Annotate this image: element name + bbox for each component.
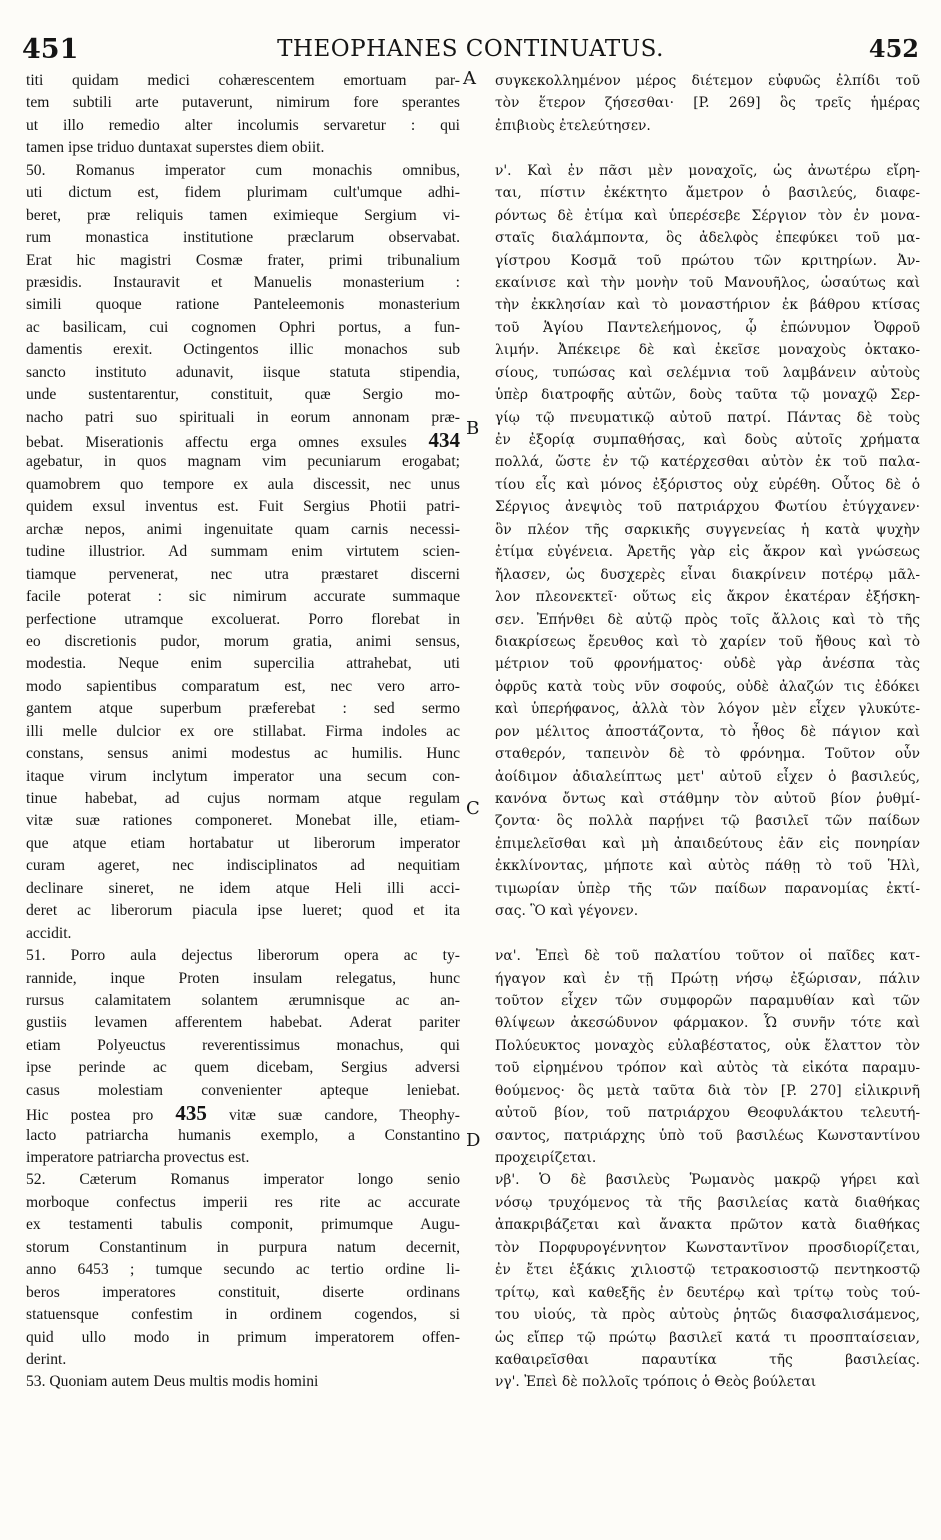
text-line: simili quoque ratione Panteleemonis monasterium	[26, 296, 460, 314]
text-line: storum Constantinum in purpura natum decernit,	[26, 1238, 460, 1256]
text-line: lacto patriarcha humanis exemplo, a Constantino	[26, 1126, 460, 1144]
text-line: perfectione utramque excoluerat. Porro florebat in	[26, 610, 460, 628]
text-line: accidit.	[26, 924, 72, 942]
text-line: νόσῳ τρυχόμενος τὰ τῆς βασιλείας κατὰ διαθήκας	[495, 1194, 920, 1211]
text-line: διακρίσεως ἔρευθος καὶ τὸ χαρίεν τοῦ ἤθους καὶ τὸ	[495, 633, 920, 650]
text-line: modo sapientibus comparatum est, nec vero arro-	[26, 677, 460, 695]
text-line: τοῦτον εἶχεν τῶν συμφορῶν παραμυθίαν καὶ τῶν	[495, 992, 920, 1009]
text-line: προχειρίζεται.	[495, 1150, 597, 1166]
text-line: ρόντως δὲ ἐτίμα καὶ ὑπερέσεβε Σέργιον τὸν ἐν μονα-	[495, 207, 920, 224]
text-line: τὴν ἐκκλησίαν καὶ τὸ μοναστήριον ἐκ βάθρου κτίσας	[495, 297, 920, 314]
reference-number: 434	[428, 429, 460, 452]
text-line: etiam Polyeuctus reverentissimus monachus, qui	[26, 1036, 460, 1054]
text-line: morboque confectus imperii res rite ac accurate	[26, 1193, 460, 1211]
text-line: declinare sineret, ne idem atque Heli illi acci-	[26, 879, 460, 897]
text-line: gantem atque superbum præferebat : sed sermo	[26, 700, 460, 718]
text-line: ὃν πλέον τῆς σαρκικῆς συγγενείας ἡ κατὰ ψυχὴν	[495, 521, 920, 538]
margin-letter-a: A	[463, 68, 476, 89]
running-title: THEOPHANES CONTINUATUS.	[277, 36, 664, 62]
latin-column	[26, 70, 460, 1394]
text-line: quidem exsul inventus est. Fuit Sergius Photii patri-	[26, 498, 460, 516]
text-line: ἐτίμα εὐγένεια. Ἀρετῆς γὰρ εἰς ἄκρον καὶ γνώσεως	[495, 544, 920, 561]
text-line: rum monastica institutione præclarum observabat.	[26, 229, 460, 247]
text-line: quamobrem quo tempore ex aula discessit, nec unus	[26, 475, 460, 493]
text-line: modestia. Neque enim supercilia attrahebat, uti	[26, 655, 460, 673]
text-line: ται, πίστιν ἐκέκτητο ἄμετρον ὁ βασιλεύς, διαφε-	[495, 185, 920, 202]
text-line: Σέργιος ἀνεψιὸς τοῦ πατριάρχου Φωτίου ἐτύγχανεν·	[495, 499, 920, 516]
text-line: sancto instituto adunavit, iisque statuta stipendia,	[26, 363, 460, 381]
text-line: τρίτῳ, καὶ καθεξῆς ἐν δευτέρῳ καὶ τρίτῳ τοὺς τού-	[495, 1284, 920, 1301]
text-line: beret, præ reliquis tamen eximieque Sergium vi-	[26, 206, 460, 224]
text-line: τοῦ Ἁγίου Παντελεήμονος, ᾧ ἐπώνυμον Ὀφροῦ	[495, 319, 920, 336]
text-line: καὶ ὑπερήφανος, ἀλλὰ τὸν λόγον μὲν εἶχεν γλυκύτε-	[495, 701, 920, 718]
text-line: σας. Ὃ καὶ γέγονεν.	[495, 903, 639, 920]
text-line: μέτριον τοῦ φρονήματος· οὐδὲ γὰρ ἀνέσπα τὰς	[495, 656, 920, 673]
right-page-number: 452	[868, 34, 919, 63]
greek-column	[495, 70, 920, 1394]
margin-letter-d: D	[466, 1130, 481, 1151]
text-line: ἐν ἔτει ἑξάκις χιλιοστῷ τετρακοσιοστῷ πεντηκοστῷ	[495, 1262, 920, 1279]
text-line: συγκεκολλημένον μέρος διέτεμον εὐφυῶς ἐλπίδι τοῦ	[495, 73, 920, 89]
text-line: 52. Cæterum Romanus imperator longo senio	[26, 1171, 460, 1189]
text-line: bebat. Miserationis affectu erga omnes exsules 434	[26, 429, 460, 452]
text-line: itaque virum inclytum imperator una secum con-	[26, 767, 460, 785]
text-line: ζοντα· ὃς πολλὰ παρῄνει τῷ βασιλεῖ τῶν παίδων	[495, 813, 920, 830]
text-line: ήγαγον καὶ ἐν τῇ Πρώτῃ νήσῳ ἐξώρισαν, πάλιν	[495, 970, 920, 987]
text-line: ἐπιμελεῖσθαι καὶ μὴ ἀπαιδεύτους ἐᾶν εἰς πονηρίαν	[495, 835, 920, 852]
text-line: rursus calamitatem solantem ærumnisque ac an-	[26, 991, 460, 1009]
text-line: eo discretionis pudor, morum gratia, animi sensus,	[26, 632, 460, 650]
text-line: ἀπακριβάζεται καὶ ἄνακτα πρῶτον κατὰ διαθήκας	[495, 1217, 920, 1234]
text-line: ex testamenti tabulis componit, primumque Augu-	[26, 1216, 460, 1234]
text-line: imperatore patriarcha provectus est.	[26, 1149, 250, 1166]
text-line: quid ullo modo in primum imperatorem offen-	[26, 1328, 460, 1346]
text-line: anno 6453 ; tumque secundo ac tertio ordine li-	[26, 1261, 460, 1279]
text-line: ὀφρῦς κατὰ τοὺς νῦν σοφούς, οὐδὲ ἀλαζών τις ἐδόκει	[495, 678, 920, 695]
text-line: σίους, τυπώσας καὶ σελέμνια τοῦ λαμβάνειν αὐτοὺς	[495, 364, 920, 381]
text-line: λιμήν. Ἀπέκειρε δὲ καὶ ἐκεῖσε μοναχοὺς ὀκτακο-	[495, 342, 920, 359]
text-line: damentis erexit. Octingentos illic monachos sub	[26, 341, 460, 359]
text-line: tinue habebat, ad cujus normam atque regulam	[26, 790, 460, 807]
text-line: νγ'. Ἐπεὶ δὲ πολλοῖς τρόποις ὁ Θεὸς βούλεται	[495, 1374, 817, 1391]
text-line: deret ac liberorum piacula ipse lueret; quod et ita	[26, 902, 460, 920]
paragraph-gap	[495, 137, 920, 159]
text-line: tiamque pervenerat, nec utra præstaret discerni	[26, 565, 460, 583]
text-line: γίστρου Κοσμᾶ τοῦ πρώτου τῶν κριτηρίων. Ἀν-	[495, 252, 920, 269]
paragraph-gap	[495, 923, 920, 945]
text-line: θλίψεων ἀκεσώδυνον φάρμακον. Ὧ συνῆν τότε καὶ	[495, 1015, 920, 1032]
margin-letter-c: C	[466, 798, 480, 819]
text-line: uti dictum est, fidem plurimam cult'umque adhi-	[26, 184, 460, 202]
text-line: que atque etiam hortabatur ut liberorum imperator	[26, 834, 460, 852]
text-line: rannide, inque Proten insulam relegatus, hunc	[26, 969, 460, 987]
text-line: præsidis. Instauravit et Manuelis monasterium :	[26, 273, 460, 291]
text-line: τὸν ἕτερον ζήσεσθαι· [P. 269] ὃς τρεῖς ἡμέρας	[495, 95, 920, 112]
text-line: agebatur, in quos magnam vim pecuniarum erogabat;	[26, 453, 460, 471]
text-line: 51. Porro aula dejectus liberorum opera ac ty-	[26, 947, 460, 965]
text-line: σταῖς διαλάμποντα, ὃς ἀδελφὸς ἐπεφύκει τοῦ μα-	[495, 230, 920, 247]
text-line: λον πλεονεκτεῖ· οὕτως εἰς ἄκρον ἑκατέραν ἐξήσκη-	[495, 589, 920, 606]
text-line: ἐπιβιοὺς ἐτελεύτησεν.	[495, 117, 651, 134]
page-header	[22, 34, 919, 66]
text-line: facile poterat : sic nimirum accurate summaque	[26, 588, 460, 606]
text-line: tamen ipse triduo duntaxat superstes diem obiit.	[26, 139, 325, 157]
text-line: ρον μέλιτος ἀποστάζοντα, τὸ ἦθος δὲ πάγιον καὶ	[495, 723, 920, 740]
text-line: ἤλασεν, ὡς δυσχερὲς εἶναι διακρίνειν ποτέρῳ μᾶλ-	[495, 566, 920, 583]
text-line: πολλά, ὥστε ἐν τῷ κατέρχεσθαι αὐτὸν ἐκ τοῦ παλα-	[495, 454, 920, 471]
text-line: tudine illustrior. Ad summam enim virtutem scien-	[26, 543, 460, 561]
text-line: statuensque confestim in ordinem cogendos, si	[26, 1306, 460, 1324]
text-line: 53. Quoniam autem Deus multis modis homini	[26, 1373, 319, 1391]
text-line: derint.	[26, 1350, 67, 1368]
text-line: ipse perinde ac quem dicebam, Sergius adversi	[26, 1059, 460, 1077]
text-line: vitæ suæ rationes componeret. Monebat ille, etiam-	[26, 812, 460, 830]
text-line: Hic postea pro 435 vitæ suæ candore, Theophy-	[26, 1102, 460, 1125]
text-line: nacho patri suo spirituali in eorum annonam præ-	[26, 408, 460, 426]
reference-number: 435	[175, 1102, 207, 1125]
text-line: γίῳ τῷ πνευματικῷ αὐτοῦ πατρί. Πάντας δὲ τοὺς	[495, 409, 920, 426]
text-line: ὑπὲρ διατροφῆς αὐτῶν, δοὺς ταῦτα τῷ μοναχῷ Σερ-	[495, 387, 920, 404]
text-line: constans, sensus animi modestus ac humilis. Hunc	[26, 745, 460, 763]
text-line: Πολύευκτος μοναχὸς εὐλαβέστατος, οὐκ ἔλαττον τὸν	[495, 1037, 920, 1054]
text-line: beros imperatores constituit, diserte ordinans	[26, 1283, 460, 1301]
margin-letter-b: B	[466, 418, 480, 439]
text-line: ν'. Καὶ ἐν πᾶσι μὲν μοναχοῖς, ὡς ἀνωτέρω εἴρη-	[495, 162, 920, 179]
text-line: tem subtili arte putaverunt, nimirum fore sperantes	[26, 94, 460, 112]
text-line: καθαιρεῖσθαι παραυτίκα τῆς βασιλείας.	[495, 1351, 920, 1368]
text-line: ὡς εἴπερ τῷ πρώτῳ βασιλεῖ κατά τι προσπταίσειαν,	[495, 1329, 920, 1346]
text-line: τὸν Πορφυρογέννητον Κωνσταντῖνον προσδιορίζεται,	[495, 1239, 920, 1256]
text-line: archæ nepos, animi ingenuitate quam carnis necessi-	[26, 520, 460, 538]
text-line: casus molestiam convenienter apteque leniebat.	[26, 1081, 460, 1099]
text-line: ἐκκλίνοντας, μήποτε καὶ αὐτὸς πάθῃ τὸ τοῦ Ἡλὶ,	[495, 858, 920, 875]
text-line: Erat hic magistri Cosmæ frater, primi tribunalium	[26, 251, 460, 269]
text-line: gustiis levamen afferentem habebat. Aderat pariter	[26, 1014, 460, 1032]
left-page-number: 451	[22, 34, 79, 65]
text-line: ἀοίδιμον ἀδιαλείπτως μετ' αὐτοῦ εἶχεν ὁ βασιλεύς,	[495, 768, 920, 785]
text-line: curam ageret, nec indisciplinatos ad nequitiam	[26, 857, 460, 875]
text-line: εκαίνισε καὶ τὴν μονὴν τοῦ Μανουῆλος, ὡσαύτως καὶ	[495, 274, 920, 291]
text-line: τοῦ εἰρημένου τρόπον καὶ αὐτὸς τὰ εἰκότα παραμυ-	[495, 1060, 920, 1077]
text-line: κανόνα ὄντως καὶ στάθμην τὸν αὐτοῦ βίον ῥυθμί-	[495, 791, 920, 807]
text-line: illi melle dulcior ex ore stillabat. Firma indoles ac	[26, 722, 460, 740]
text-line: να'. Ἐπεὶ δὲ τοῦ παλατίου τοῦτον οἱ παῖδες κατ-	[495, 948, 920, 965]
text-line: αὐτοῦ βίον, τοῦ πατριάρχου Θεοφυλάκτου τελευτή-	[495, 1105, 920, 1122]
text-line: σαντος, πατριάρχης ὑπὸ τοῦ βασιλέως Κωνσταντίνου	[495, 1127, 920, 1144]
text-line: σταθερόν, ταπεινὸν δὲ τὸ φρόνημα. Τοῦτον οὖν	[495, 746, 920, 763]
text-line: ἐν ἐξορίᾳ συμπαθήσας, καὶ δοὺς αὐτοῖς χρήματα	[495, 432, 920, 448]
text-line: titi quidam medici cohærescentem emortuam par-	[26, 72, 460, 89]
text-line: νβ'. Ὁ δὲ βασιλεὺς Ῥωμανὸς μακρῷ γήρει καὶ	[495, 1172, 920, 1189]
text-line: 50. Romanus imperator cum monachis omnibus,	[26, 161, 460, 179]
text-line: τίου εἷς καὶ μόνος ἐξόριστος οὐχ εὑρέθη. Οὗτος δὲ ὁ	[495, 476, 920, 493]
text-line: ut illo remedio alter incolumis servaretur : qui	[26, 116, 460, 134]
text-line: θούμενος· ὃς μετὰ ταῦτα διὰ τὸν [P. 270] εἰλικρινῆ	[495, 1082, 920, 1099]
text-line: unde sustentarentur, constituit, quæ Sergio mo-	[26, 386, 460, 404]
text-line: τιμωρίαν ὑπὲρ τῆς τῶν παίδων παρανομίας ἐκτί-	[495, 880, 920, 897]
text-line: του υἱούς, τὰ πρὸς αὐτοὺς ῥητῶς διασφαλισάμενος,	[495, 1307, 920, 1324]
text-line: ac basilicam, cui cognomen Ophri portus, a fun-	[26, 318, 460, 336]
text-line: σεν. Ἐπήνθει δὲ αὐτῷ πρὸς τοῖς ἄλλοις καὶ τὸ τῆς	[495, 611, 920, 628]
